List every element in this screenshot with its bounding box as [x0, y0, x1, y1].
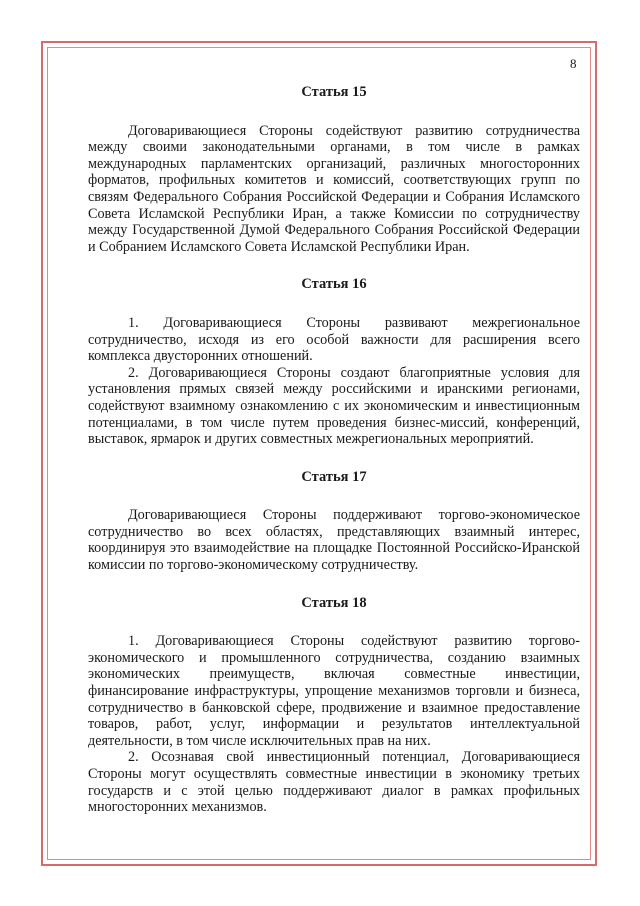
- article-heading: Статья 18: [301, 594, 367, 611]
- article-16: [88, 276, 580, 447]
- document-body: [88, 84, 580, 816]
- article-paragraph: 2. Осознавая свой инвестиционный потенциал, Договаривающиеся Стороны могут осуществлять совместные инвестиции в экономику третьих государств и с этой целью поддерживают диалог в рамках профильных многосторонних механизмов.: [88, 749, 580, 816]
- page-number: 8: [570, 56, 577, 71]
- article-paragraph: Договаривающиеся Стороны поддерживают торгово-экономическое сотрудничество во всех областях, представляющих взаимный интерес, координируя это взаимодействие на площадке Постоянной Российско-Иранской комиссии по торгово-экономическому сотрудничеству.: [88, 507, 580, 574]
- article-17: [88, 469, 580, 574]
- article-paragraph: 1. Договаривающиеся Стороны содействуют развитию торгово-экономического и промышленного сотрудничества, созданию взаимных экономических преимуществ, включая совместные инвестиции, финансирование инфраструктуры, упрощение механизмов торговли и бизнеса, сотрудничество в банковской сфере, продвижение и взаимное предоставление товаров, работ, услуг, информации и результатов интеллектуальной деятельности, в том числе исключительных прав на них.: [88, 633, 580, 749]
- article-heading: Статья 15: [301, 84, 367, 100]
- article-paragraph: 2. Договаривающиеся Стороны создают благоприятные условия для установления прямых связей между российскими и иранскими регионами, содействуют взаимному ознакомлению с их экономическим и инвестиционным потенциалами, в том числе путем проведения бизнес-миссий, конференций, выставок, ярмарок и других совместных межрегиональных мероприятий.: [88, 364, 580, 448]
- article-heading: Статья 17: [301, 468, 367, 485]
- article-paragraph: Договаривающиеся Стороны содействуют развитию сотрудничества между своими законодательными органами, в том числе в рамках международных парламентских организаций, различных многосторонних форматов, профильных комитетов и комиссий, соответствующих групп по связям Федерального Собрания Российской Федерации и Собрания Исламского Совета Исламской Республики Иран, а также Комиссии по сотрудничеству между Государственной Думой Федерального Собрания Российской Федерации и Собранием Исламского Совета Исламской Республики Иран.: [88, 122, 580, 255]
- article-15: [88, 84, 580, 255]
- article-18: [88, 595, 580, 816]
- article-heading: Статья 16: [301, 276, 367, 293]
- article-paragraph: 1. Договаривающиеся Стороны развивают межрегиональное сотрудничество, исходя из его особой важности для расширения всего комплекса двусторонних отношений.: [88, 314, 580, 365]
